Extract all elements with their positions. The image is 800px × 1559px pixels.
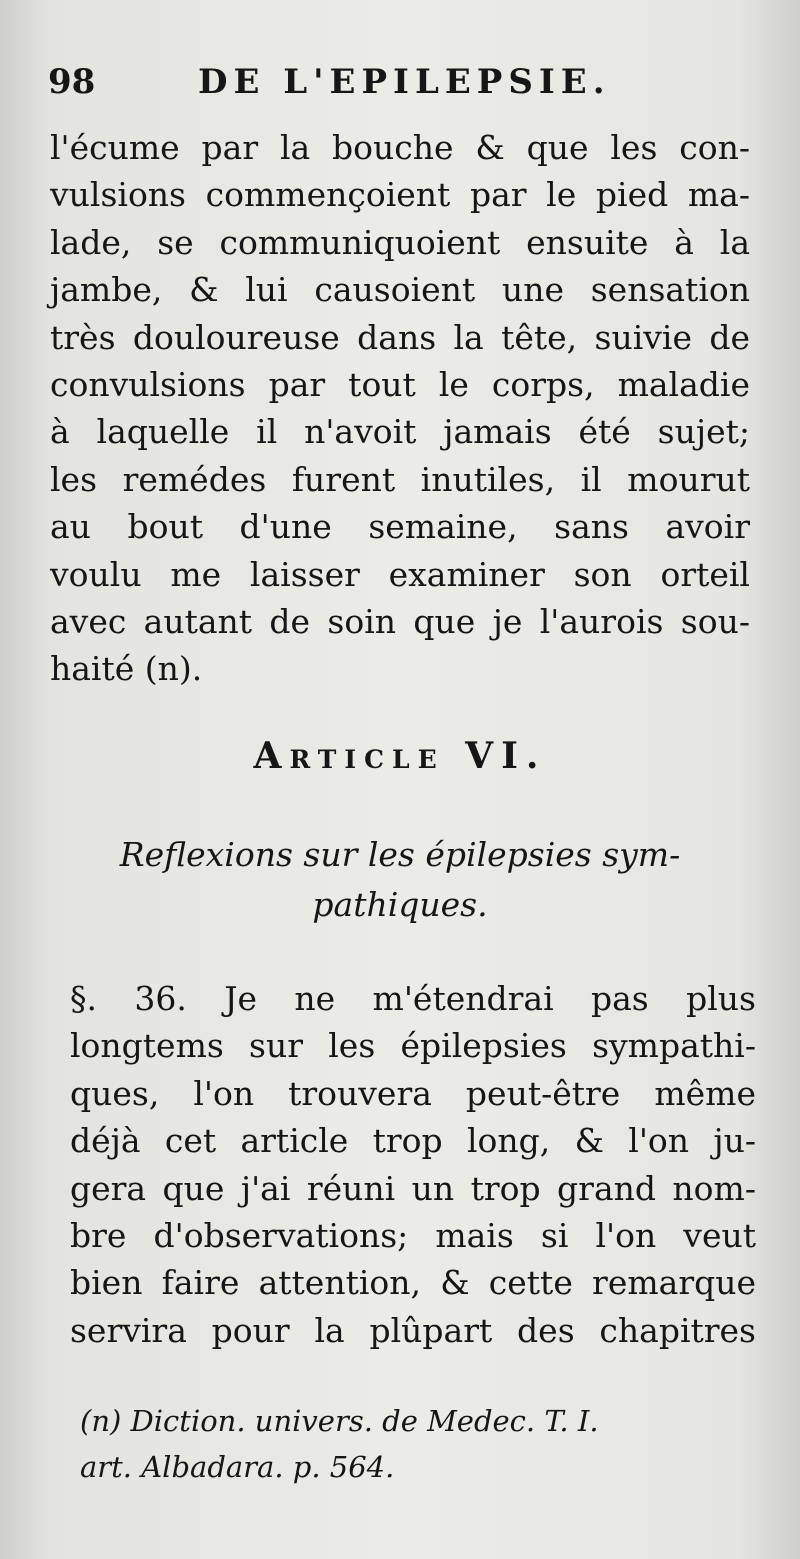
text-line: bien faire attention, & cette remarque	[70, 1263, 756, 1303]
text-line: ques, l'on trouvera peut-être même	[70, 1073, 756, 1113]
text-line: à laquelle il n'avoit jamais été sujet;	[50, 412, 750, 452]
subtitle-line: pathiques.	[312, 885, 488, 924]
footnote-line: art. Albadara. p. 564.	[80, 1450, 395, 1484]
page-header	[48, 62, 748, 102]
running-title: DE L'EPILEPSIE.	[198, 62, 611, 102]
text-line: au bout d'une semaine, sans avoir	[50, 507, 750, 547]
text-line: voulu me laisser examiner son orteil	[50, 554, 750, 594]
text-line: servira pour la plûpart des chapitres	[70, 1310, 756, 1350]
page-number: 98	[48, 62, 96, 102]
text-line: avec autant de soin que je l'aurois sou-	[50, 602, 750, 642]
text-line: vulsions commençoient par le pied ma-	[50, 175, 750, 215]
footnote-line: (n) Diction. univers. de Medec. T. I.	[80, 1404, 599, 1438]
text-line: déjà cet article trop long, & l'on ju-	[70, 1121, 756, 1161]
text-line: les remédes furent inutiles, il mourut	[50, 459, 750, 499]
text-line: convulsions par tout le corps, maladie	[50, 365, 750, 405]
paragraph-section-36	[70, 975, 756, 1354]
article-subtitle	[0, 830, 800, 930]
text-line: jambe, & lui causoient une sensation	[50, 270, 750, 310]
text-line: bre d'observations; mais si l'on veut	[70, 1216, 756, 1256]
text-line: l'écume par la bouche & que les con-	[50, 128, 750, 167]
text-line: lade, se communiquoient ensuite à la	[50, 222, 750, 262]
article-heading: Article VI.	[253, 735, 547, 777]
text-line: très douloureuse dans la tête, suivie de	[50, 317, 750, 357]
subtitle-line: Reflexions sur les épilepsies sym-	[119, 835, 681, 874]
text-line: haité (n).	[50, 649, 203, 689]
paragraph-continued	[50, 124, 750, 693]
text-line: §. 36. Je ne m'étendrai pas plus	[70, 979, 756, 1018]
text-line: longtems sur les épilepsies sympathi-	[70, 1026, 756, 1066]
footnote	[80, 1398, 760, 1490]
text-line: gera que j'ai réuni un trop grand nom-	[70, 1168, 756, 1208]
